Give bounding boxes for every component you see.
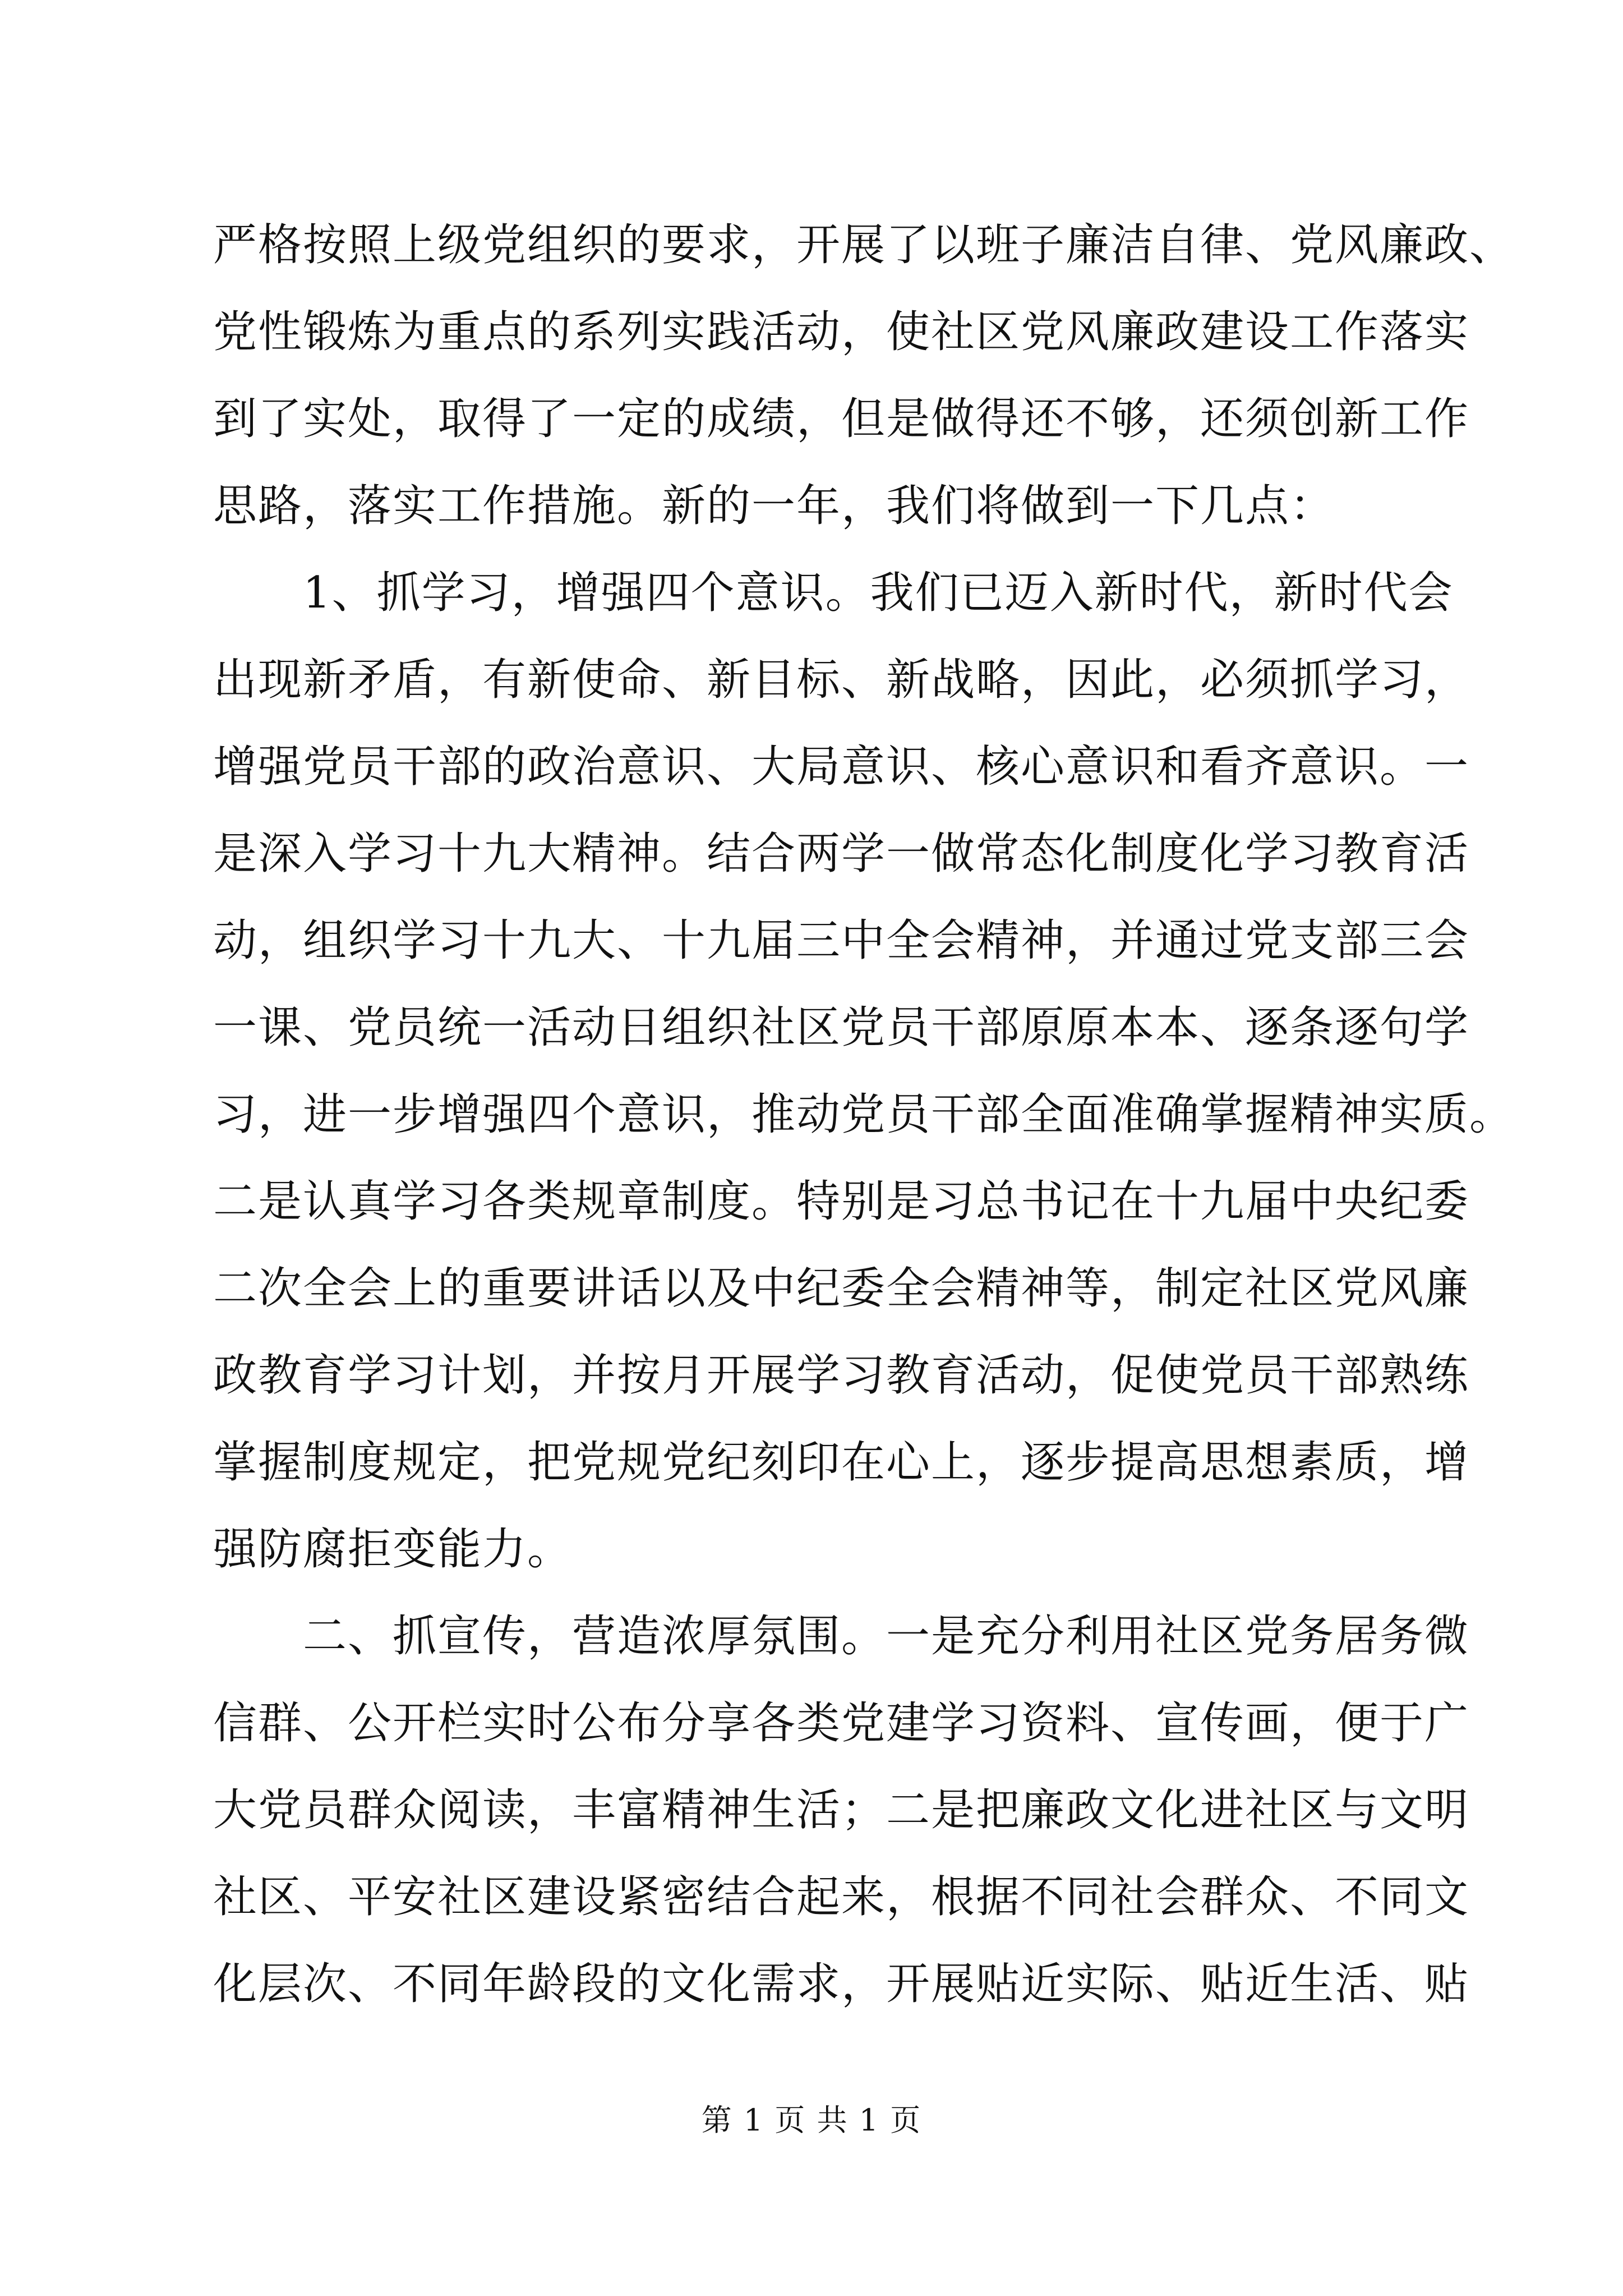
text-line: 一课、党员统一活动日组织社区党员干部原原本本、逐条逐句学	[213, 1002, 1470, 1053]
body-text	[213, 202, 1515, 2028]
text-line: 二次全会上的重要讲话以及中纪委全会精神等，制定社区党风廉	[213, 1263, 1470, 1314]
text-line: 严格按照上级党组织的要求，开展了以班子廉洁自律、党风廉政、	[213, 220, 1515, 270]
page-footer: 第 1 页 共 1 页	[701, 2102, 922, 2138]
text-line: 习，进一步增强四个意识，推动党员干部全面准确掌握精神实质。	[213, 1089, 1515, 1140]
text-line: 思路，落实工作措施。新的一年，我们将做到一下几点：	[213, 481, 1335, 531]
text-line: 二、抓宣传，营造浓厚氛围。一是充分利用社区党务居务微	[303, 1611, 1470, 1662]
text-line: 化层次、不同年龄段的文化需求，开展贴近实际、贴近生活、贴	[213, 1959, 1470, 2009]
text-line: 政教育学习计划，并按月开展学习教育活动，促使党员干部熟练	[213, 1350, 1470, 1401]
text-line: 党性锻炼为重点的系列实践活动，使社区党风廉政建设工作落实	[213, 307, 1470, 357]
text-line: 1、抓学习，增强四个意识。我们已迈入新时代，新时代会	[303, 568, 1454, 618]
text-line: 强防腐拒变能力。	[213, 1524, 573, 1575]
text-line: 是深入学习十九大精神。结合两学一做常态化制度化学习教育活	[213, 829, 1470, 879]
text-line: 信群、公开栏实时公布分享各类党建学习资料、宣传画，便于广	[213, 1698, 1470, 1749]
text-line: 增强党员干部的政治意识、大局意识、核心意识和看齐意识。一	[213, 742, 1470, 792]
text-line: 到了实处，取得了一定的成绩，但是做得还不够，还须创新工作	[213, 394, 1470, 444]
text-line: 掌握制度规定，把党规党纪刻印在心上，逐步提高思想素质，增	[213, 1437, 1470, 1488]
text-line: 二是认真学习各类规章制度。特别是习总书记在十九届中央纪委	[213, 1176, 1470, 1227]
text-line: 大党员群众阅读，丰富精神生活；二是把廉政文化进社区与文明	[213, 1785, 1470, 1835]
text-line: 动，组织学习十九大、十九届三中全会精神，并通过党支部三会	[213, 915, 1470, 966]
text-line: 出现新矛盾，有新使命、新目标、新战略，因此，必须抓学习，	[213, 655, 1470, 705]
text-line: 社区、平安社区建设紧密结合起来，根据不同社会群众、不同文	[213, 1872, 1470, 1922]
